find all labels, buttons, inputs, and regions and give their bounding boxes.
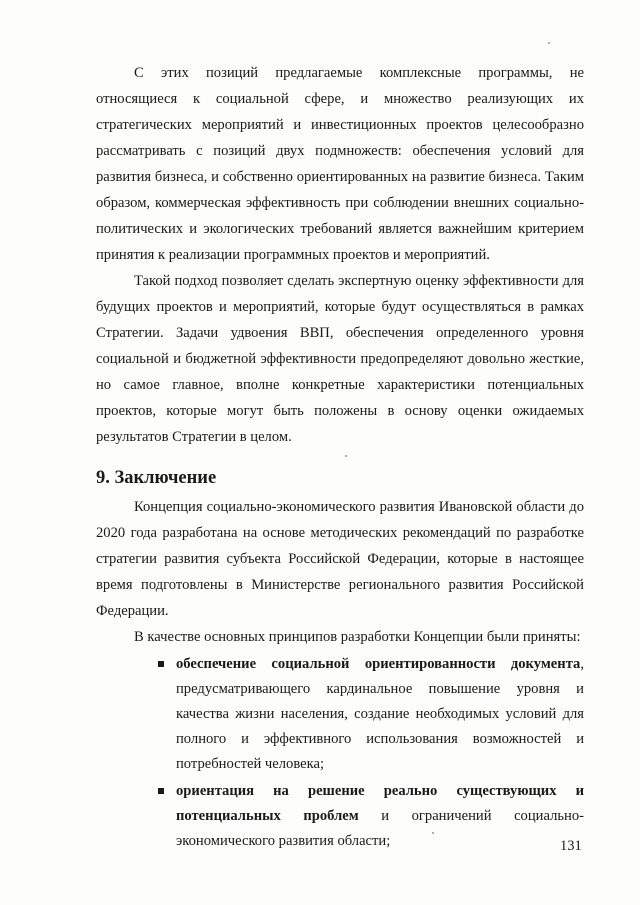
- section-heading: 9. Заключение: [96, 468, 217, 488]
- list-item-text: и ограничений социально-экономического развития области;: [176, 808, 584, 849]
- scan-speck: [432, 832, 434, 834]
- section-paragraph-1: Концепция социально-экономического развития Ивановской области до 2020 года разработана на основе методических рекомендаций по разработке стратегии развития субъекта Российской Федерации, которые в настоящее время подготовлены в Министерстве регионального развития Российской Федерации.: [96, 499, 584, 619]
- scan-speck: [548, 42, 550, 44]
- paragraph-1: С этих позиций предлагаемые комплексные программы, не относящиеся к социальной сфере, и множество реализующих их стратегических мероприятий и инвестиционных проектов целесообразно рассматривать с позиций двух подмножеств: обеспечения условий для развития бизнеса, и собственно ориентированных на развитие бизнеса. Таким образом, коммерческая эффективность при соблюдении внешних социально-политических и экологических требований является важнейшим критерием принятия к реализации программных проектов и мероприятий.: [96, 65, 584, 263]
- square-bullet-icon: [158, 788, 164, 794]
- list-item: [176, 779, 584, 854]
- list-item: [176, 652, 584, 777]
- scan-speck: [345, 455, 347, 457]
- section-paragraph-2: В качестве основных принципов разработки Концепции были приняты:: [134, 629, 581, 645]
- list-item-text: , предусматривающего кардинальное повышение уровня и качества жизни населения, создание необходимых условий для полного и эффективного использования возможностей и потребностей человека;: [176, 656, 584, 772]
- page-number: 131: [560, 838, 582, 854]
- principles-list: [96, 652, 584, 854]
- square-bullet-icon: [158, 661, 164, 667]
- paragraph-2: Такой подход позволяет сделать экспертную оценку эффективности для будущих проектов и мероприятий, которые будут осуществляться в рамках Стратегии. Задачи удвоения ВВП, обеспечения определенного уровня социальной и бюджетной эффективности предопределяют довольно жесткие, но самое главное, вполне конкретные характеристики потенциальных проектов, которые могут быть положены в основу оценки ожидаемых результатов Стратегии в целом.: [96, 273, 584, 445]
- page-body: [96, 60, 584, 854]
- list-item-bold-text: ориентация на решение реально существующих и потенциальных проблем: [176, 783, 584, 824]
- list-item-bold-text: обеспечение социальной ориентированности документа: [176, 656, 581, 672]
